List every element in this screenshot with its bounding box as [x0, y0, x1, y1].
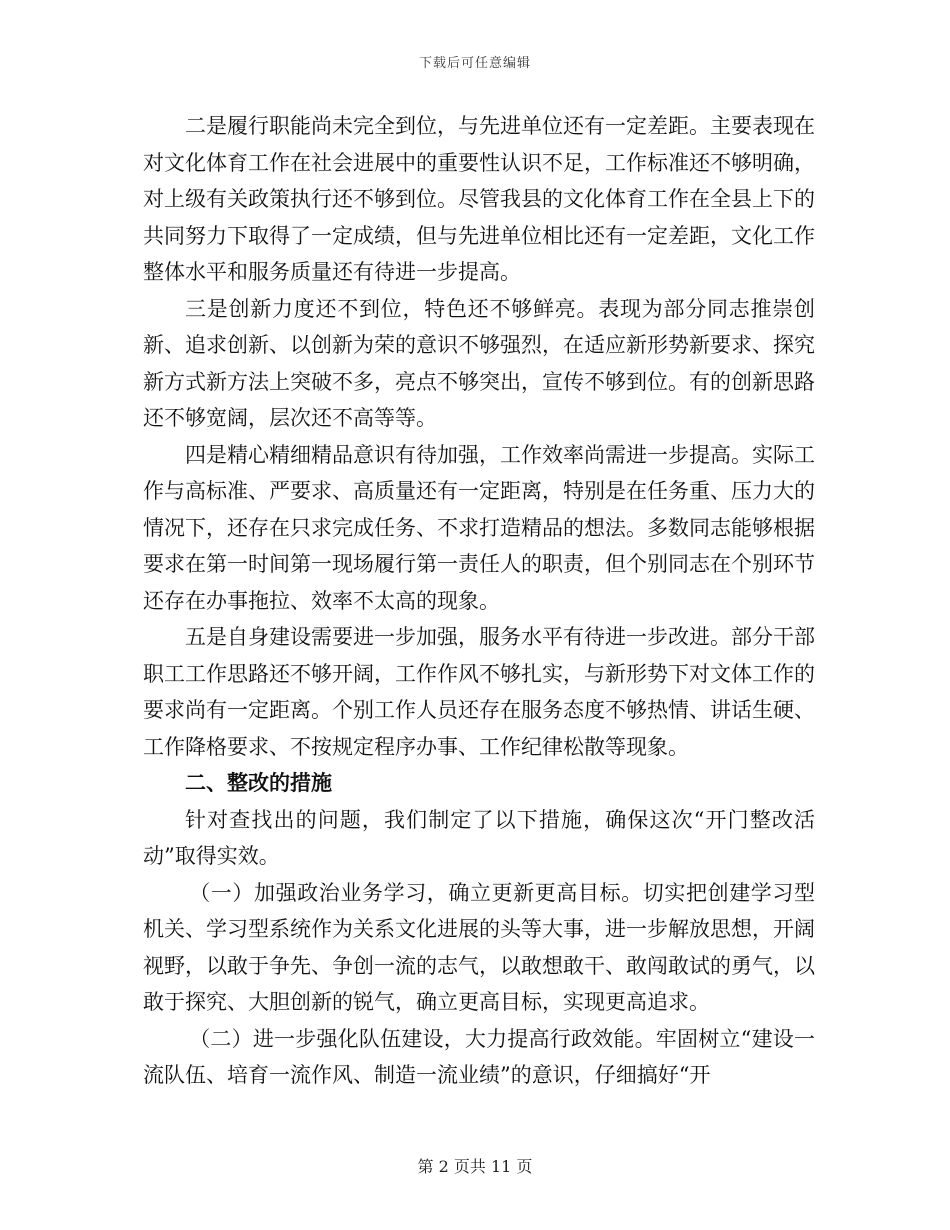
intro-paragraph: 针对查找出的问题，我们制定了以下措施，确保这次“开门整改活动”取得实效。	[143, 807, 815, 868]
measure-paragraph-2: （二）进一步强化队伍建设，大力提高行政效能。牢固树立“建设一流队伍、培育一流作风、制造一流业绩”的意识，仔细搞好“开	[143, 1026, 815, 1087]
paragraph-item-2: 二是履行职能尚未完全到位，与先进单位还有一定差距。主要表现在对文化体育工作在社会进展中的重要性认识不足，工作标准还不够明确，对上级有关政策执行还不够到位。尽管我县的文化体育工作在全县上下的共同努力下取得了一定成绩，但与先进单位相比还有一定差距，文化工作整体水平和服务质量还有待进一步提高。	[143, 114, 815, 284]
paragraph-item-4: 四是精心精细精品意识有待加强，工作效率尚需进一步提高。实际工作与高标准、严要求、高质量还有一定距离，特别是在任务重、压力大的情况下，还存在只求完成任务、不求打造精品的想法。多数同志能够根据要求在第一时间第一现场履行第一责任人的职责，但个别同志在个别环节还存在办事拖拉、效率不太高的现象。	[143, 442, 815, 613]
section-heading: 二、整改的措施	[185, 771, 332, 795]
page-footer: 第 2 页共 11 页	[417, 1157, 533, 1176]
paragraph-item-3: 三是创新力度还不到位，特色还不够鲜亮。表现为部分同志推崇创新、追求创新、以创新为荣的意识不够强烈，在适应新形势新要求、探究新方式新方法上突破不多，亮点不够突出，宣传不够到位。有的创新思路还不够宽阔，层次还不高等等。	[143, 296, 815, 430]
document-body	[143, 108, 815, 1094]
page-header: 下载后可任意编辑	[418, 56, 531, 71]
measure-paragraph-1: （一）加强政治业务学习，确立更新更高目标。切实把创建学习型机关、学习型系统作为关系文化进展的头等大事，进一步解放思想，开阔视野，以敢于争先、争创一流的志气，以敢想敢干、敢闯敢试的勇气，以敢于探究、大胆创新的锐气，确立更高目标，实现更高追求。	[143, 880, 815, 1014]
paragraph-item-5: 五是自身建设需要进一步加强，服务水平有待进一步改进。部分干部职工工作思路还不够开阔，工作作风不够扎实，与新形势下对文体工作的要求尚有一定距离。个别工作人员还存在服务态度不够热情、讲话生硬、工作降格要求、不按规定程序办事、工作纪律松散等现象。	[143, 625, 815, 759]
